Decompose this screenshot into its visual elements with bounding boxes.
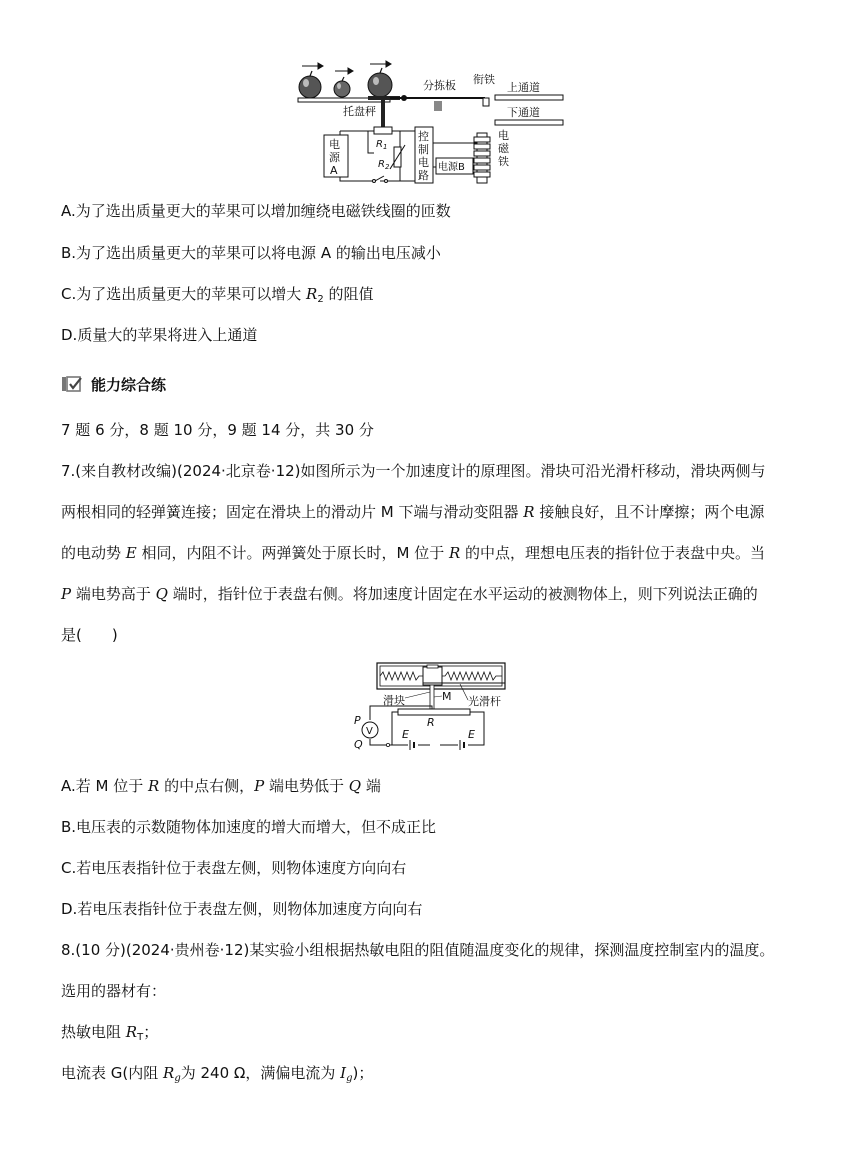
q8-line-3: 热敏电阻 $R_T$；: [61, 1023, 159, 1043]
rod-label: 光滑杆: [468, 695, 501, 708]
board-label: 分拣板: [423, 79, 456, 92]
q7-option-d: D.若电压表指针位于表盘左侧，则物体加速度方向向右: [61, 900, 423, 918]
q6-option-c: C.为了选出质量更大的苹果可以增大 $R_2$ 的阻值: [61, 285, 374, 305]
source-b-label: 电源B: [438, 162, 465, 173]
apple-large-1: [299, 71, 321, 98]
checklist-icon: [61, 375, 83, 393]
apple-small: [334, 77, 350, 97]
section-title: 能力综合练: [91, 375, 167, 394]
source-a-char-3: A: [330, 164, 338, 177]
upper-channel-label: 上通道: [507, 81, 540, 94]
tray-scale-label: 托盘秤: [343, 105, 376, 118]
motion-arrows: [302, 61, 391, 74]
r1-label: $R_1$: [376, 139, 388, 151]
switch: [373, 176, 388, 183]
lower-channel-label: 下通道: [507, 106, 540, 119]
slider-block: [423, 667, 442, 685]
slider-label: 滑块: [383, 694, 405, 707]
pivot: [401, 95, 407, 101]
q7-option-b: B.电压表的示数随物体加速度的增大而增大，但不成正比: [61, 818, 437, 836]
q7-line-3: 的电动势 E 相同，内阻不计。两弹簧处于原长时，M 位于 R 的中点，理想电压表的指针位于表盘中央。当: [61, 544, 766, 562]
q7-line-5: 是( ): [61, 626, 118, 644]
control-char-3: 电: [418, 156, 429, 169]
sliding-contact-m: [430, 685, 434, 709]
apple-large-2: [368, 68, 392, 97]
section-heading: [61, 373, 166, 395]
e2-label: E: [468, 728, 475, 741]
control-char-4: 路: [418, 169, 429, 182]
m-label: M: [442, 690, 452, 703]
r2-label: $R_2$: [378, 159, 390, 171]
q8-line-1: 8.(10 分)(2024·贵州卷·12)某实验小组根据热敏电阻的阻值随温度变化的规律，探测温度控制室内的温度。: [61, 941, 775, 959]
upper-channel: [495, 95, 563, 100]
q7-option-c: C.若电压表指针位于表盘左侧，则物体速度方向向右: [61, 859, 407, 877]
source-a-char-2: 源: [329, 151, 340, 164]
source-a-char-1: 电: [329, 138, 340, 151]
lower-channel: [495, 120, 563, 125]
q7-line-1: 7.(来自教材改编)(2024·北京卷·12)如图所示为一个加速度计的原理图。滑块可沿光滑杆移动，滑块两侧与: [61, 462, 766, 480]
electromagnet-char-1: 电: [498, 129, 509, 142]
control-char-1: 控: [418, 130, 429, 143]
electromagnet-char-3: 铁: [498, 155, 509, 168]
r1-resistor: [374, 127, 392, 134]
armature: [483, 98, 489, 106]
q8-line-2: 选用的器材有：: [61, 982, 167, 1000]
apple-sorter-figure: [290, 55, 575, 190]
control-char-2: 制: [418, 143, 429, 156]
electromagnet-char-2: 磁: [498, 142, 509, 155]
q6-option-d: D.质量大的苹果将进入上通道: [61, 326, 258, 344]
board-spring: [434, 102, 442, 110]
q6-option-a: A.为了选出质量更大的苹果可以增加缠绕电磁铁线圈的匝数: [61, 202, 451, 220]
armature-label: 衔铁: [473, 73, 495, 86]
q7-option-a: A.若 M 位于 R 的中点右侧，P 端电势低于 Q 端: [61, 777, 381, 795]
e1-label: E: [402, 728, 409, 741]
rheostat-r: [398, 709, 470, 715]
q6-option-b: B.为了选出质量更大的苹果可以将电源 A 的输出电压减小: [61, 244, 441, 262]
electromagnet-coil: [474, 133, 490, 183]
q7-line-2: 两根相同的轻弹簧连接；固定在滑块上的滑动片 M 下端与滑动变阻器 R 接触良好，且不计摩擦；两个电源: [61, 503, 765, 521]
q8-line-4: 电流表 G(内阻 $R_g$为 240 Ω，满偏电流为 $I_g$)；: [61, 1064, 374, 1084]
score-line: 7 题 6 分，8 题 10 分，9 题 14 分，共 30 分: [61, 421, 374, 439]
q7-line-4: P 端电势高于 Q 端时，指针位于表盘右侧。将加速度计固定在水平运动的被测物体上，则下列说法正确的: [61, 585, 758, 603]
voltmeter-label: V: [366, 726, 373, 737]
q-label: Q: [354, 738, 363, 751]
p-label: P: [354, 714, 361, 727]
r-label: R: [427, 716, 435, 729]
accelerometer-figure: [350, 660, 520, 758]
